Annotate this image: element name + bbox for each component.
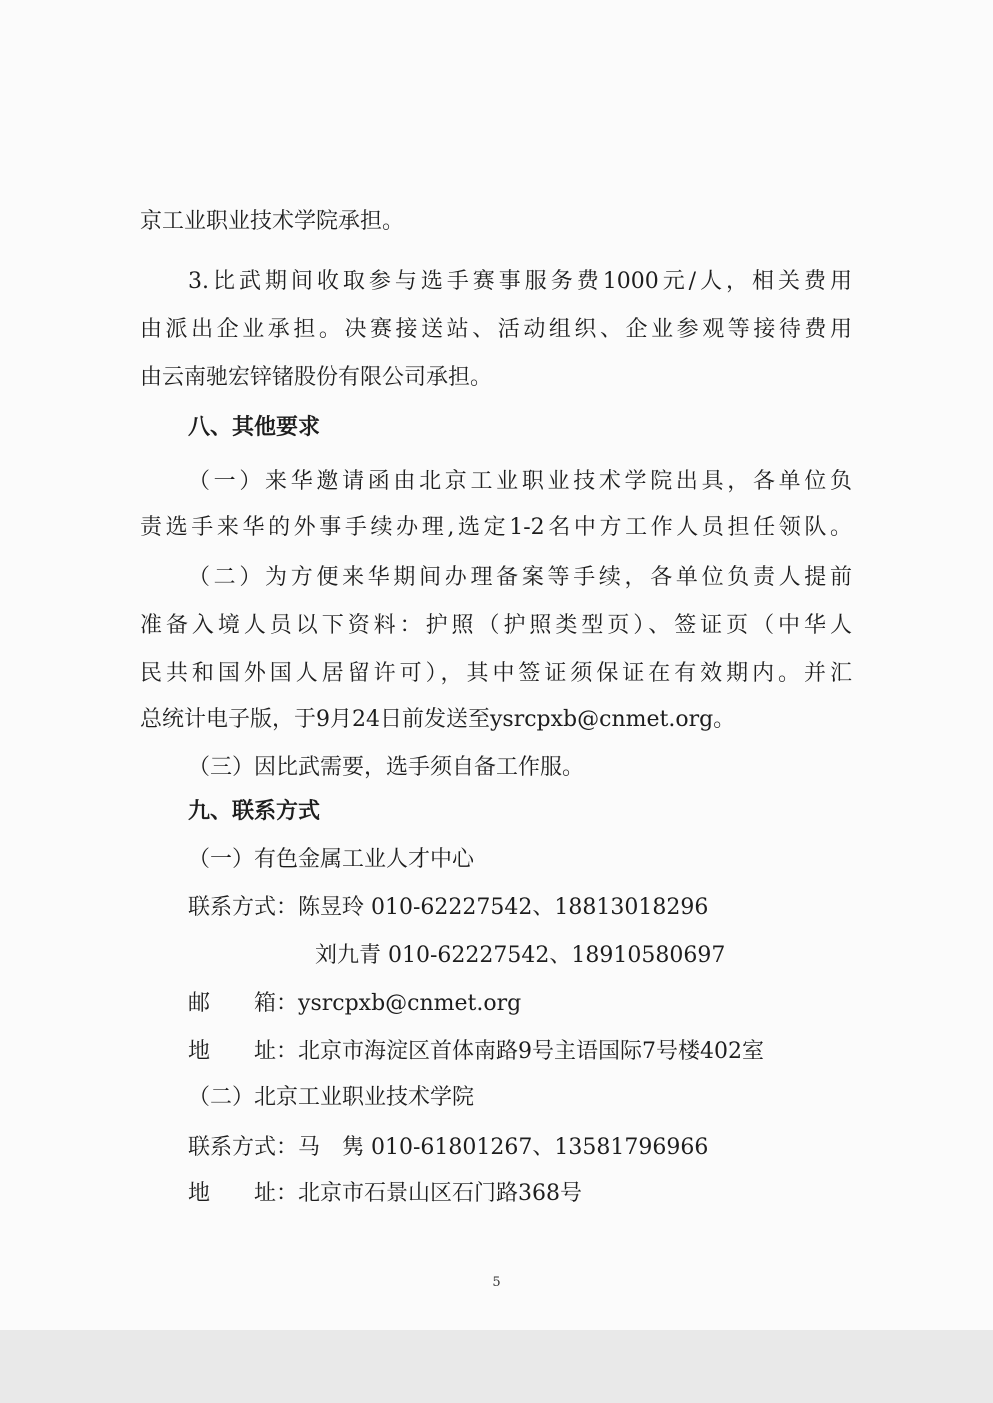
org-1-contact-2: 刘九青 010-62227542、18910580697 [315, 943, 726, 968]
org-1-contact-label: 联系方式： [188, 895, 299, 920]
section-8-item-2-line-2: 准备入境人员以下资料：护照（护照类型页）、签证页（中华人 [140, 613, 852, 638]
org-1-email[interactable]: ysrcpxb@cnmet.org [298, 991, 522, 1016]
org-1-contact-1: 陈昱玲 010-62227542、18813018296 [298, 895, 709, 920]
org-1-address: 北京市海淀区首体南路9号主语国际7号楼402室 [298, 1039, 765, 1064]
org-2-address: 北京市石景山区石门路368号 [298, 1181, 583, 1206]
section-8-heading: 八、其他要求 [188, 415, 321, 440]
section-8-item-2-line-4: 总统计电子版，于9月24日前发送至ysrcpxb@cnmet.org。 [140, 707, 736, 732]
section-8-item-3: （三）因比武需要，选手须自备工作服。 [188, 755, 585, 780]
org-2-title: （二）北京工业职业技术学院 [188, 1085, 475, 1110]
section-8-item-2-line-3: 民共和国外国人居留许可），其中签证须保证在有效期内。并汇 [140, 661, 852, 686]
org-1-address-label: 地 址： [188, 1039, 299, 1064]
page-number: 5 [492, 1275, 501, 1290]
org-2-contact-1: 马 隽 010-61801267、13581796966 [298, 1135, 709, 1160]
paragraph-continuation: 京工业职业技术学院承担。 [140, 209, 405, 234]
org-1-contact-row [188, 893, 708, 923]
org-2-contact-row [188, 1133, 708, 1163]
paragraph-3-line-2: 由派出企业承担。决赛接送站、活动组织、企业参观等接待费用 [140, 317, 852, 342]
org-1-email-row [188, 989, 521, 1019]
section-8-item-2-line-1: （二）为方便来华期间办理备案等手续，各单位负责人提前 [188, 565, 852, 590]
section-8-item-1-line-1: （一）来华邀请函由北京工业职业技术学院出具，各单位负 [188, 469, 852, 494]
org-2-address-label: 地 址： [188, 1181, 299, 1206]
section-9-heading: 九、联系方式 [188, 799, 321, 824]
org-2-address-row [188, 1179, 582, 1209]
section-8-item-1-line-2: 责选手来华的外事手续办理,选定1-2名中方工作人员担任领队。 [140, 515, 852, 540]
paragraph-3-line-1: 3.比武期间收取参与选手赛事服务费1000元/人，相关费用 [188, 269, 852, 294]
org-1-address-row [188, 1037, 764, 1067]
org-1-title: （一）有色金属工业人才中心 [188, 847, 475, 872]
paragraph-3-line-3: 由云南驰宏锌锗股份有限公司承担。 [140, 365, 493, 390]
org-1-email-label: 邮 箱： [188, 991, 299, 1016]
org-2-contact-label: 联系方式： [188, 1135, 299, 1160]
